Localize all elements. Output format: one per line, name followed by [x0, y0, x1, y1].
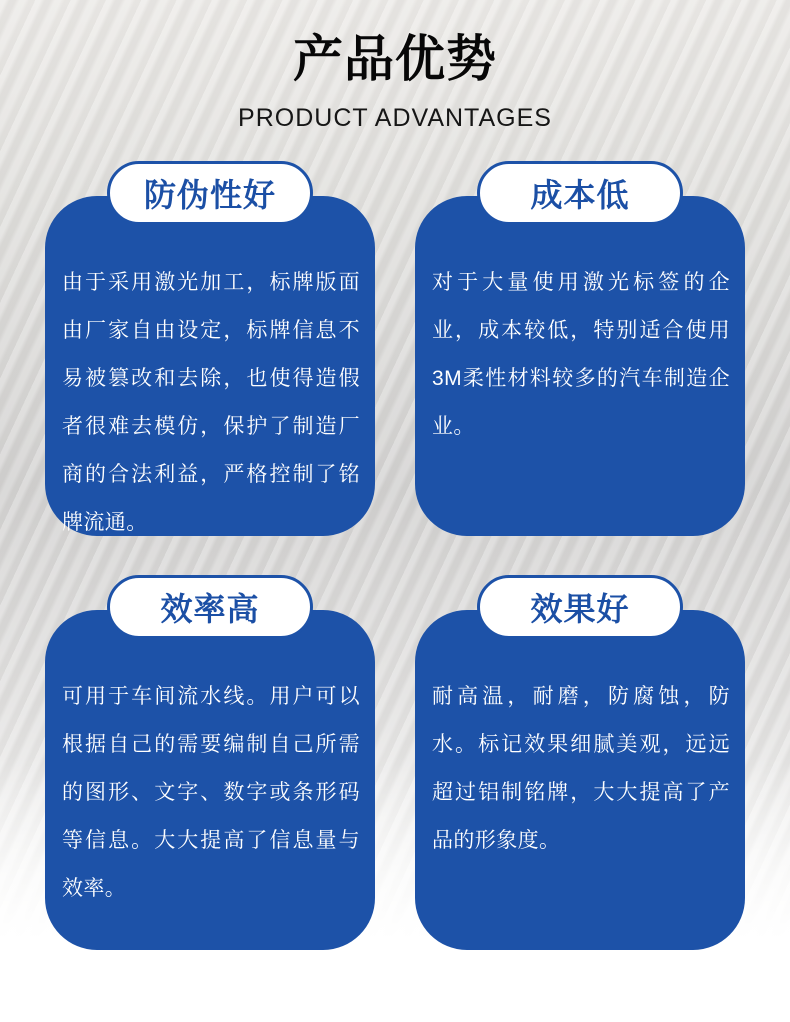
card-title-badge: [107, 575, 313, 639]
card-description: 可用于车间流水线。用户可以根据自己的需要编制自己所需的图形、文字、数字或条形码等信息。大大提高了信息量与效率。: [62, 685, 360, 900]
section-subtitle: PRODUCT ADVANTAGES: [238, 104, 552, 132]
advantage-card-anti-counterfeit: [45, 177, 375, 536]
section-title: 产品优势: [293, 31, 497, 87]
card-title-badge: [107, 161, 313, 225]
card-description: 对于大量使用激光标签的企业，成本较低，特别适合使用3M柔性材料较多的汽车制造企业。: [432, 271, 730, 438]
card-title: 效果好: [530, 591, 630, 627]
card-description: 由于采用激光加工，标牌版面由厂家自由设定，标牌信息不易被篡改和去除，也使得造假者很难去模仿，保护了制造厂商的合法利益，严格控制了铭牌流通。: [62, 271, 360, 534]
card-title: 成本低: [530, 177, 630, 213]
card-title: 效率高: [160, 591, 260, 627]
card-title-badge: [477, 575, 683, 639]
advantage-card-good-effect: [415, 591, 745, 950]
card-title-badge: [477, 161, 683, 225]
advantage-card-high-efficiency: [45, 591, 375, 950]
section-header: [0, 0, 790, 133]
advantage-card-low-cost: [415, 177, 745, 536]
advantage-cards-grid: [45, 177, 745, 950]
card-title: 防伪性好: [143, 177, 276, 213]
card-description: 耐高温，耐磨，防腐蚀，防水。标记效果细腻美观，远远超过铝制铭牌，大大提高了产品的形象度。: [432, 685, 730, 852]
